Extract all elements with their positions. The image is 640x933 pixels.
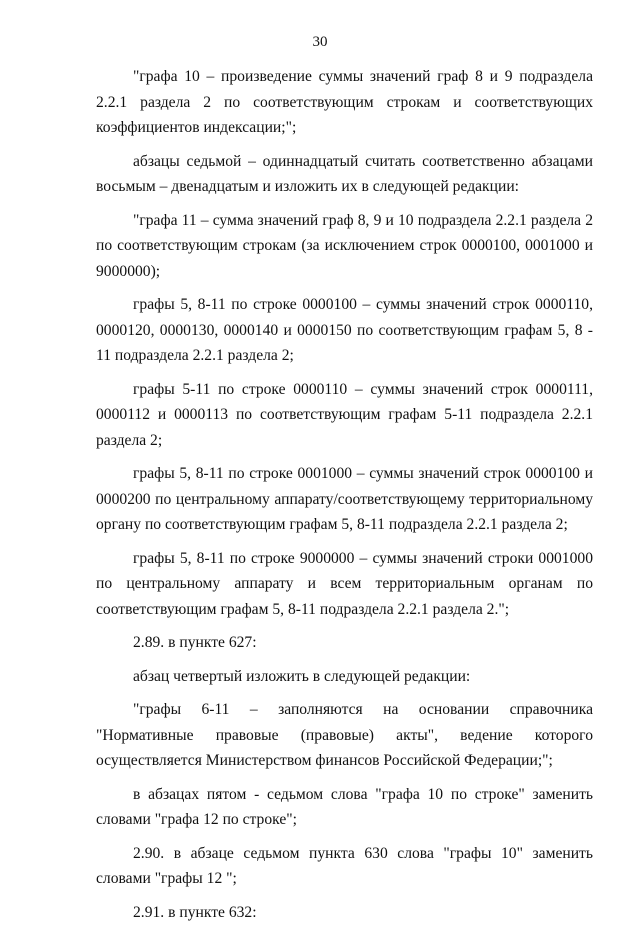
- paragraph-1: "графа 10 – произведение суммы значений граф 8 и 9 подраздела 2.2.1 раздела 2 по соответствующим строкам и соответствующих коэффициентов индексации;";: [96, 68, 593, 136]
- paragraph-9: абзац четвертый изложить в следующей редакции:: [133, 667, 471, 685]
- paragraph-3: "графа 11 – сумма значений граф 8, 9 и 10 подраздела 2.2.1 раздела 2 по соответствующим строкам (за исключением строк 0000100, 0001000 и 9000000);: [96, 211, 593, 280]
- paragraph-13: 2.91. в пункте 632:: [133, 903, 257, 921]
- paragraph-6: графы 5, 8-11 по строке 0001000 – суммы значений строк 0000100 и 0000200 по центральному аппарату/соответствующему территориальному органу по соответствующим графам 5, 8-11 подраздела 2.2.1 раздела 2;: [96, 465, 593, 533]
- paragraph-12: 2.90. в абзаце седьмом пункта 630 слова "графы 10" заменить словами "графы 12 ";: [96, 844, 593, 887]
- paragraph-11: в абзацах пятом - седьмом слова "графа 10 по строке" заменить словами "графа 12 по строке";: [96, 785, 593, 828]
- paragraph-2: абзацы седьмой – одиннадцатый считать соответственно абзацами восьмым – двенадцатым и изложить их в следующей редакции:: [96, 152, 593, 195]
- paragraph-4: графы 5, 8-11 по строке 0000100 – суммы значений строк 0000110, 0000120, 0000130, 0000140 и 0000150 по соответствующим графам 5, 8 - 11 подраздела 2.2.1 раздела 2;: [96, 296, 593, 364]
- paragraph-7: графы 5, 8-11 по строке 9000000 – суммы значений строки 0001000 по центральному аппарату и всем территориальным органам по соответствующим графам 5, 8-11 подраздела 2.2.1 раздела 2.";: [96, 549, 593, 618]
- paragraph-5: графы 5-11 по строке 0000110 – суммы значений строк 0000111, 0000112 и 0000113 по соответствующим графам 5-11 подраздела 2.2.1 раздела 2;: [96, 380, 593, 449]
- document-body: [96, 64, 593, 933]
- paragraph-8: 2.89. в пункте 627:: [133, 634, 257, 651]
- page-number: 30: [312, 34, 328, 50]
- paragraph-10: "графы 6-11 – заполняются на основании справочника "Нормативные правовые (правовые) акты", ведение которого осуществляется Министерством финансов Российской Федерации;";: [96, 701, 593, 769]
